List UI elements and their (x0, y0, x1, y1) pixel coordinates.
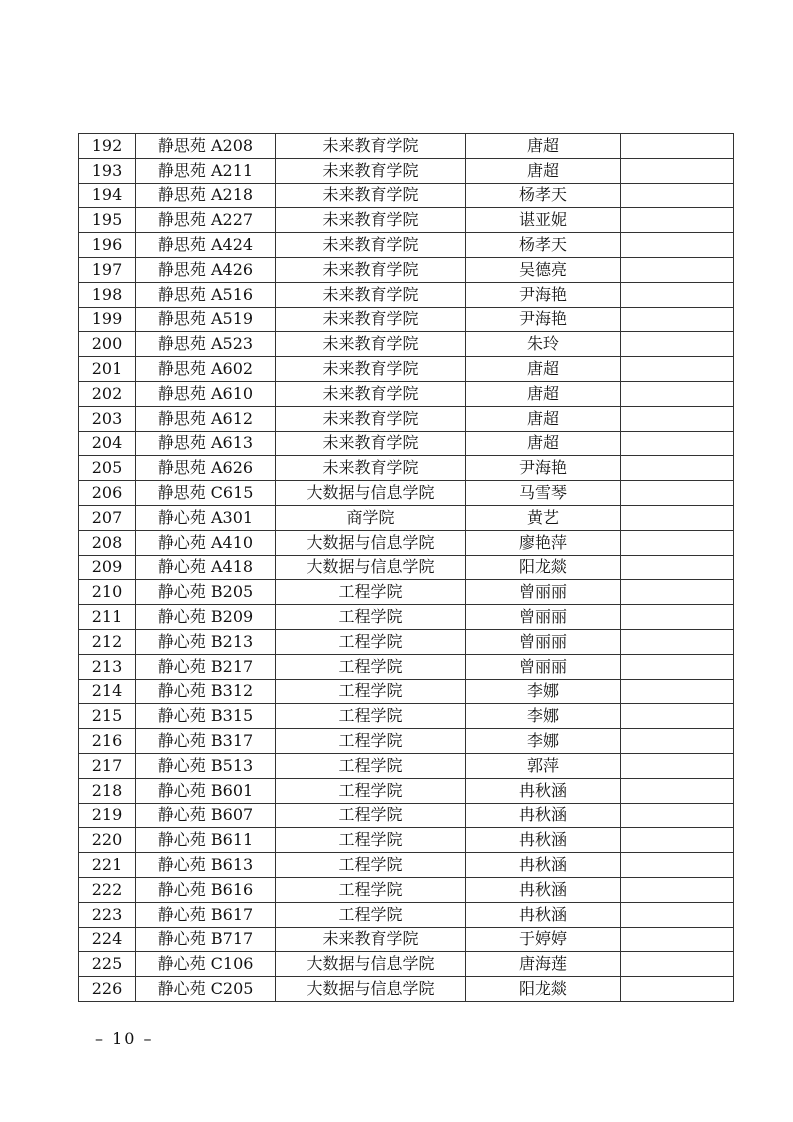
cell-college: 工程学院 (276, 704, 466, 729)
cell-number: 213 (79, 654, 136, 679)
cell-number: 200 (79, 332, 136, 357)
cell-number: 206 (79, 481, 136, 506)
table-row (79, 456, 734, 481)
cell-person: 郭萍 (466, 753, 621, 778)
cell-person: 朱玲 (466, 332, 621, 357)
cell-number: 203 (79, 406, 136, 431)
cell-person: 唐超 (466, 134, 621, 159)
cell-person: 冉秋涵 (466, 902, 621, 927)
table-row (79, 357, 734, 382)
cell-note (621, 134, 734, 159)
cell-college: 未来教育学院 (276, 183, 466, 208)
cell-college: 工程学院 (276, 629, 466, 654)
cell-number: 223 (79, 902, 136, 927)
cell-college: 未来教育学院 (276, 134, 466, 159)
table-row (79, 183, 734, 208)
table-row (79, 555, 734, 580)
page-number: – 10 – (95, 1029, 154, 1048)
cell-room: 静心苑 B205 (136, 580, 276, 605)
cell-room: 静思苑 A523 (136, 332, 276, 357)
table-row (79, 729, 734, 754)
cell-person: 曾丽丽 (466, 605, 621, 630)
table-row (79, 406, 734, 431)
table-row (79, 134, 734, 159)
cell-note (621, 654, 734, 679)
cell-number: 225 (79, 952, 136, 977)
cell-room: 静心苑 C205 (136, 977, 276, 1002)
cell-note (621, 456, 734, 481)
cell-person: 冉秋涵 (466, 828, 621, 853)
cell-person: 尹海艳 (466, 307, 621, 332)
table-row (79, 977, 734, 1002)
cell-note (621, 282, 734, 307)
cell-number: 220 (79, 828, 136, 853)
table-row (79, 828, 734, 853)
cell-person: 冉秋涵 (466, 803, 621, 828)
cell-person: 尹海艳 (466, 282, 621, 307)
cell-person: 于婷婷 (466, 927, 621, 952)
cell-room: 静心苑 A410 (136, 530, 276, 555)
cell-note (621, 853, 734, 878)
cell-college: 未来教育学院 (276, 927, 466, 952)
cell-college: 工程学院 (276, 778, 466, 803)
table-row (79, 704, 734, 729)
cell-number: 208 (79, 530, 136, 555)
cell-number: 222 (79, 877, 136, 902)
cell-person: 阳龙燚 (466, 555, 621, 580)
cell-room: 静思苑 A208 (136, 134, 276, 159)
table-row (79, 307, 734, 332)
cell-person: 唐超 (466, 406, 621, 431)
dormitory-table (78, 133, 734, 1002)
cell-college: 未来教育学院 (276, 282, 466, 307)
cell-college: 工程学院 (276, 679, 466, 704)
cell-room: 静心苑 B312 (136, 679, 276, 704)
cell-room: 静心苑 B217 (136, 654, 276, 679)
cell-college: 工程学院 (276, 605, 466, 630)
cell-note (621, 257, 734, 282)
cell-college: 工程学院 (276, 580, 466, 605)
table-row (79, 208, 734, 233)
cell-note (621, 555, 734, 580)
cell-person: 冉秋涵 (466, 853, 621, 878)
cell-note (621, 307, 734, 332)
cell-room: 静心苑 B717 (136, 927, 276, 952)
cell-person: 唐超 (466, 158, 621, 183)
cell-note (621, 208, 734, 233)
cell-room: 静心苑 A418 (136, 555, 276, 580)
cell-note (621, 158, 734, 183)
table-row (79, 629, 734, 654)
cell-number: 197 (79, 257, 136, 282)
cell-person: 李娜 (466, 704, 621, 729)
cell-college: 未来教育学院 (276, 233, 466, 258)
cell-college: 未来教育学院 (276, 431, 466, 456)
cell-room: 静思苑 A218 (136, 183, 276, 208)
cell-college: 工程学院 (276, 877, 466, 902)
cell-person: 冉秋涵 (466, 778, 621, 803)
table-row (79, 902, 734, 927)
table-row (79, 282, 734, 307)
table-row (79, 233, 734, 258)
cell-room: 静心苑 B617 (136, 902, 276, 927)
cell-number: 221 (79, 853, 136, 878)
cell-note (621, 332, 734, 357)
cell-number: 202 (79, 381, 136, 406)
table-row (79, 778, 734, 803)
cell-number: 216 (79, 729, 136, 754)
cell-number: 214 (79, 679, 136, 704)
cell-room: 静心苑 B616 (136, 877, 276, 902)
cell-number: 224 (79, 927, 136, 952)
cell-note (621, 877, 734, 902)
cell-college: 工程学院 (276, 853, 466, 878)
table-row (79, 580, 734, 605)
cell-person: 廖艳萍 (466, 530, 621, 555)
cell-person: 唐海莲 (466, 952, 621, 977)
cell-note (621, 828, 734, 853)
cell-college: 商学院 (276, 505, 466, 530)
cell-person: 曾丽丽 (466, 629, 621, 654)
cell-college: 未来教育学院 (276, 357, 466, 382)
cell-note (621, 704, 734, 729)
cell-note (621, 902, 734, 927)
cell-room: 静思苑 A602 (136, 357, 276, 382)
cell-room: 静思苑 A626 (136, 456, 276, 481)
cell-room: 静心苑 C106 (136, 952, 276, 977)
cell-person: 杨孝天 (466, 233, 621, 258)
table-row (79, 257, 734, 282)
cell-college: 大数据与信息学院 (276, 481, 466, 506)
table-body (79, 134, 734, 1002)
cell-number: 195 (79, 208, 136, 233)
cell-number: 219 (79, 803, 136, 828)
cell-room: 静心苑 B611 (136, 828, 276, 853)
cell-number: 193 (79, 158, 136, 183)
cell-note (621, 233, 734, 258)
cell-room: 静心苑 B315 (136, 704, 276, 729)
cell-person: 唐超 (466, 357, 621, 382)
cell-note (621, 431, 734, 456)
cell-person: 唐超 (466, 431, 621, 456)
cell-person: 尹海艳 (466, 456, 621, 481)
cell-person: 谌亚妮 (466, 208, 621, 233)
cell-note (621, 803, 734, 828)
cell-person: 曾丽丽 (466, 580, 621, 605)
table-row (79, 530, 734, 555)
cell-college: 未来教育学院 (276, 456, 466, 481)
cell-room: 静思苑 A516 (136, 282, 276, 307)
cell-note (621, 927, 734, 952)
table-row (79, 753, 734, 778)
cell-college: 工程学院 (276, 729, 466, 754)
cell-college: 工程学院 (276, 902, 466, 927)
cell-person: 吴德亮 (466, 257, 621, 282)
cell-room: 静思苑 A613 (136, 431, 276, 456)
cell-college: 未来教育学院 (276, 406, 466, 431)
cell-note (621, 357, 734, 382)
cell-note (621, 753, 734, 778)
cell-college: 未来教育学院 (276, 158, 466, 183)
cell-person: 阳龙燚 (466, 977, 621, 1002)
cell-college: 未来教育学院 (276, 257, 466, 282)
cell-number: 207 (79, 505, 136, 530)
table-row (79, 654, 734, 679)
cell-number: 196 (79, 233, 136, 258)
cell-room: 静思苑 C615 (136, 481, 276, 506)
cell-note (621, 778, 734, 803)
cell-college: 工程学院 (276, 753, 466, 778)
table-row (79, 332, 734, 357)
cell-note (621, 481, 734, 506)
cell-room: 静思苑 A211 (136, 158, 276, 183)
cell-number: 211 (79, 605, 136, 630)
cell-number: 205 (79, 456, 136, 481)
cell-number: 217 (79, 753, 136, 778)
cell-person: 唐超 (466, 381, 621, 406)
cell-room: 静思苑 A227 (136, 208, 276, 233)
cell-room: 静心苑 B213 (136, 629, 276, 654)
cell-person: 李娜 (466, 729, 621, 754)
cell-number: 201 (79, 357, 136, 382)
cell-person: 杨孝天 (466, 183, 621, 208)
cell-note (621, 505, 734, 530)
cell-note (621, 952, 734, 977)
cell-person: 冉秋涵 (466, 877, 621, 902)
table-row (79, 381, 734, 406)
table-row (79, 505, 734, 530)
cell-number: 215 (79, 704, 136, 729)
cell-college: 大数据与信息学院 (276, 555, 466, 580)
table-row (79, 877, 734, 902)
table-row (79, 679, 734, 704)
cell-number: 210 (79, 580, 136, 605)
cell-note (621, 381, 734, 406)
cell-room: 静心苑 B607 (136, 803, 276, 828)
cell-room: 静思苑 A426 (136, 257, 276, 282)
table-row (79, 431, 734, 456)
cell-note (621, 580, 734, 605)
table-row (79, 605, 734, 630)
cell-number: 204 (79, 431, 136, 456)
table-row (79, 481, 734, 506)
cell-college: 大数据与信息学院 (276, 977, 466, 1002)
cell-note (621, 406, 734, 431)
cell-number: 212 (79, 629, 136, 654)
cell-room: 静心苑 B317 (136, 729, 276, 754)
cell-room: 静思苑 A610 (136, 381, 276, 406)
cell-note (621, 679, 734, 704)
cell-college: 未来教育学院 (276, 332, 466, 357)
cell-number: 218 (79, 778, 136, 803)
cell-college: 未来教育学院 (276, 381, 466, 406)
cell-note (621, 183, 734, 208)
cell-room: 静思苑 A424 (136, 233, 276, 258)
cell-room: 静思苑 A519 (136, 307, 276, 332)
cell-room: 静心苑 A301 (136, 505, 276, 530)
cell-note (621, 729, 734, 754)
table-row (79, 803, 734, 828)
cell-number: 226 (79, 977, 136, 1002)
table-row (79, 158, 734, 183)
cell-note (621, 530, 734, 555)
cell-number: 199 (79, 307, 136, 332)
cell-number: 198 (79, 282, 136, 307)
table-row (79, 927, 734, 952)
cell-person: 曾丽丽 (466, 654, 621, 679)
cell-college: 工程学院 (276, 803, 466, 828)
cell-college: 未来教育学院 (276, 208, 466, 233)
cell-note (621, 977, 734, 1002)
table-row (79, 952, 734, 977)
cell-room: 静心苑 B613 (136, 853, 276, 878)
cell-college: 大数据与信息学院 (276, 952, 466, 977)
cell-room: 静思苑 A612 (136, 406, 276, 431)
cell-person: 马雪琴 (466, 481, 621, 506)
cell-college: 大数据与信息学院 (276, 530, 466, 555)
cell-room: 静心苑 B209 (136, 605, 276, 630)
cell-room: 静心苑 B513 (136, 753, 276, 778)
cell-note (621, 605, 734, 630)
cell-person: 黄艺 (466, 505, 621, 530)
cell-room: 静心苑 B601 (136, 778, 276, 803)
cell-college: 工程学院 (276, 654, 466, 679)
cell-college: 工程学院 (276, 828, 466, 853)
cell-note (621, 629, 734, 654)
cell-number: 192 (79, 134, 136, 159)
cell-college: 未来教育学院 (276, 307, 466, 332)
cell-number: 209 (79, 555, 136, 580)
cell-person: 李娜 (466, 679, 621, 704)
cell-number: 194 (79, 183, 136, 208)
table-row (79, 853, 734, 878)
